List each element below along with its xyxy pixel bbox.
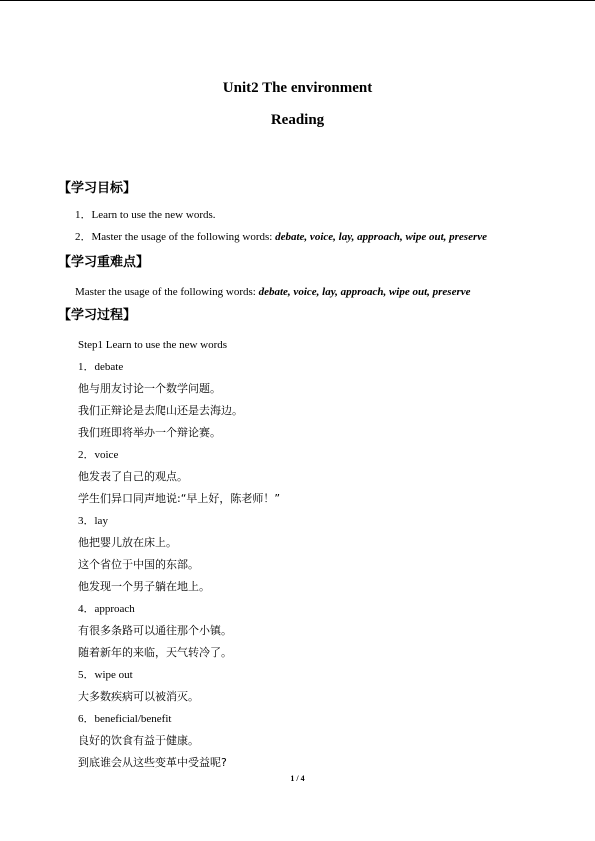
objective-item xyxy=(75,230,487,244)
objective-emphasis: debate, voice, lay, approach, wipe out, preserve xyxy=(275,231,488,243)
key-point-text: Master the usage of the following words: xyxy=(75,286,259,298)
process-line: 学生们异口同声地说:“早上好，陈老师！” xyxy=(78,492,281,505)
section-key-points-heading: 【学习重难点】 xyxy=(58,255,150,270)
process-line: 1．debate xyxy=(78,361,124,373)
process-line: 3．lay xyxy=(78,515,108,527)
process-line: Step1 Learn to use the new words xyxy=(78,339,228,351)
key-point-emphasis: debate, voice, lay, approach, wipe out, preserve xyxy=(258,286,471,298)
objective-text: 1．Learn to use the new words. xyxy=(75,209,216,221)
process-line: 他发现一个男子躺在地上。 xyxy=(78,580,210,593)
process-line: 大多数疾病可以被消灭。 xyxy=(78,690,199,703)
process-line: 6．beneficial/benefit xyxy=(78,713,172,725)
process-line: 随着新年的来临，天气转冷了。 xyxy=(78,646,232,659)
process-line: 有很多条路可以通往那个小镇。 xyxy=(78,624,232,637)
process-line: 我们正辩论是去爬山还是去海边。 xyxy=(78,404,243,417)
process-line: 这个省位于中国的东部。 xyxy=(78,558,199,571)
document-title: Unit2 The environment xyxy=(222,80,373,96)
document-subtitle: Reading xyxy=(270,112,325,128)
section-objectives-heading: 【学习目标】 xyxy=(58,181,137,196)
process-line: 到底谁会从这些变革中受益呢? xyxy=(78,756,227,769)
process-line: 4．approach xyxy=(78,603,135,615)
process-line: 他把婴儿放在床上。 xyxy=(78,536,177,549)
section-process-heading: 【学习过程】 xyxy=(58,308,137,323)
page-number: 1 / 4 xyxy=(290,774,305,783)
process-line: 良好的饮食有益于健康。 xyxy=(78,734,199,747)
process-line: 我们班即将举办一个辩论赛。 xyxy=(78,426,221,439)
process-line: 5．wipe out xyxy=(78,669,133,681)
objective-text: 2．Master the usage of the following words: xyxy=(75,231,276,243)
process-line: 他发表了自己的观点。 xyxy=(78,470,188,483)
process-line: 他与朋友讨论一个数学问题。 xyxy=(78,382,221,395)
process-line: 2．voice xyxy=(78,449,119,461)
key-point-line xyxy=(75,285,471,299)
objective-item xyxy=(75,208,216,222)
